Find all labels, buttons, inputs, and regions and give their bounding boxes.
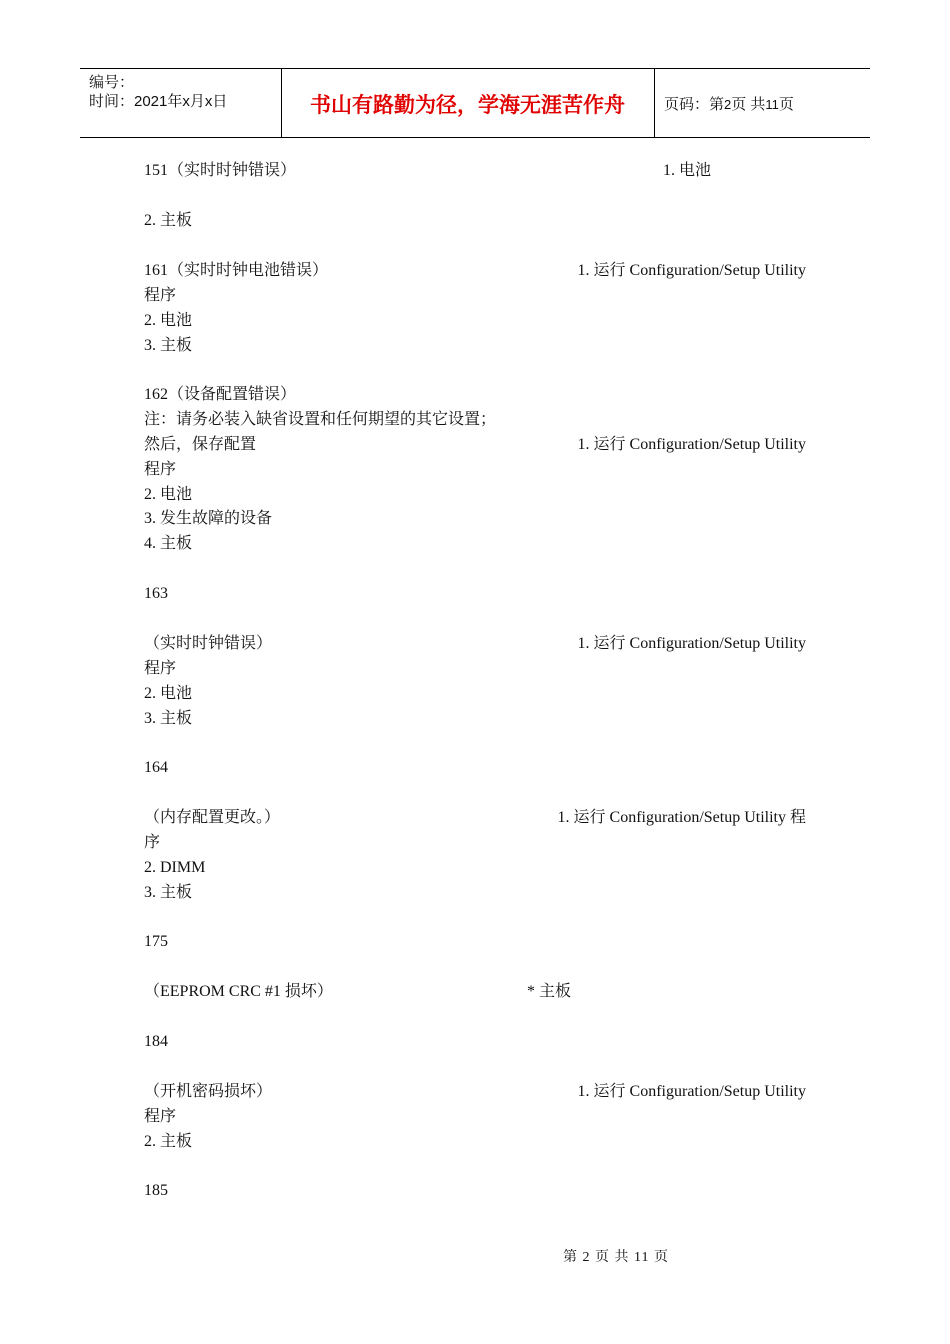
page-footer: 第 2 页 共 11 页 xyxy=(563,1250,669,1265)
page-number: 页码：第2页 共11页 xyxy=(664,96,794,113)
error-163-action-2: 2. 电池 xyxy=(144,685,193,702)
error-163-title: （实时时钟错误） xyxy=(144,635,273,652)
error-161-action-1-cont: 程序 xyxy=(144,287,177,304)
error-175-code: 175 xyxy=(144,933,168,950)
error-163-action-1-cont: 程序 xyxy=(144,660,177,677)
error-151-action-2: 2. 主板 xyxy=(144,212,193,229)
error-161-title: 161（实时时钟电池错误） xyxy=(144,262,329,279)
error-162-action-3: 3. 发生故障的设备 xyxy=(144,510,273,527)
header-motto-cell xyxy=(281,69,655,137)
header-page-cell xyxy=(655,69,870,137)
time-label: 时间：2021年x月x日 xyxy=(89,93,228,110)
error-164-action-1: 1. 运行 Configuration/Setup Utility 程 xyxy=(557,809,806,826)
error-184-action-1: 1. 运行 Configuration/Setup Utility xyxy=(577,1083,806,1100)
error-164-title: （内存配置更改。） xyxy=(144,809,281,826)
header-table xyxy=(80,68,870,138)
error-161-action-1: 1. 运行 Configuration/Setup Utility xyxy=(577,262,806,279)
error-164-action-3: 3. 主板 xyxy=(144,884,193,901)
error-185-code: 185 xyxy=(144,1182,168,1199)
error-162-title: 162（设备配置错误） xyxy=(144,386,297,403)
error-175-action-1: * 主板 xyxy=(527,983,572,1000)
motto: 书山有路勤为径，学海无涯苦作舟 xyxy=(310,93,625,117)
error-184-title: （开机密码损坏） xyxy=(144,1083,273,1100)
header-meta-cell xyxy=(80,69,282,137)
error-164-action-1-cont: 序 xyxy=(144,834,161,851)
error-163-code: 163 xyxy=(144,585,168,602)
error-163-action-1: 1. 运行 Configuration/Setup Utility xyxy=(577,635,806,652)
error-175-title: （EEPROM CRC #1 损坏） xyxy=(144,983,333,1000)
error-162-note-2: 然后，保存配置 xyxy=(144,436,257,453)
error-184-action-1-cont: 程序 xyxy=(144,1108,177,1125)
error-162-note-1: 注：请务必装入缺省设置和任何期望的其它设置； xyxy=(144,411,497,428)
serial-label: 编号： xyxy=(89,74,135,91)
error-162-action-1-cont: 程序 xyxy=(144,461,177,478)
error-184-code: 184 xyxy=(144,1033,168,1050)
error-162-action-2: 2. 电池 xyxy=(144,486,193,503)
error-164-action-2: 2. DIMM xyxy=(144,859,206,876)
error-151-action-1: 1. 电池 xyxy=(663,162,712,179)
error-162-action-1: 1. 运行 Configuration/Setup Utility xyxy=(577,436,806,453)
error-162-action-4: 4. 主板 xyxy=(144,535,193,552)
error-164-code: 164 xyxy=(144,759,168,776)
error-151-title: 151（实时时钟错误） xyxy=(144,162,297,179)
error-161-action-2: 2. 电池 xyxy=(144,312,193,329)
error-161-action-3: 3. 主板 xyxy=(144,337,193,354)
error-163-action-3: 3. 主板 xyxy=(144,710,193,727)
error-184-action-2: 2. 主板 xyxy=(144,1133,193,1150)
